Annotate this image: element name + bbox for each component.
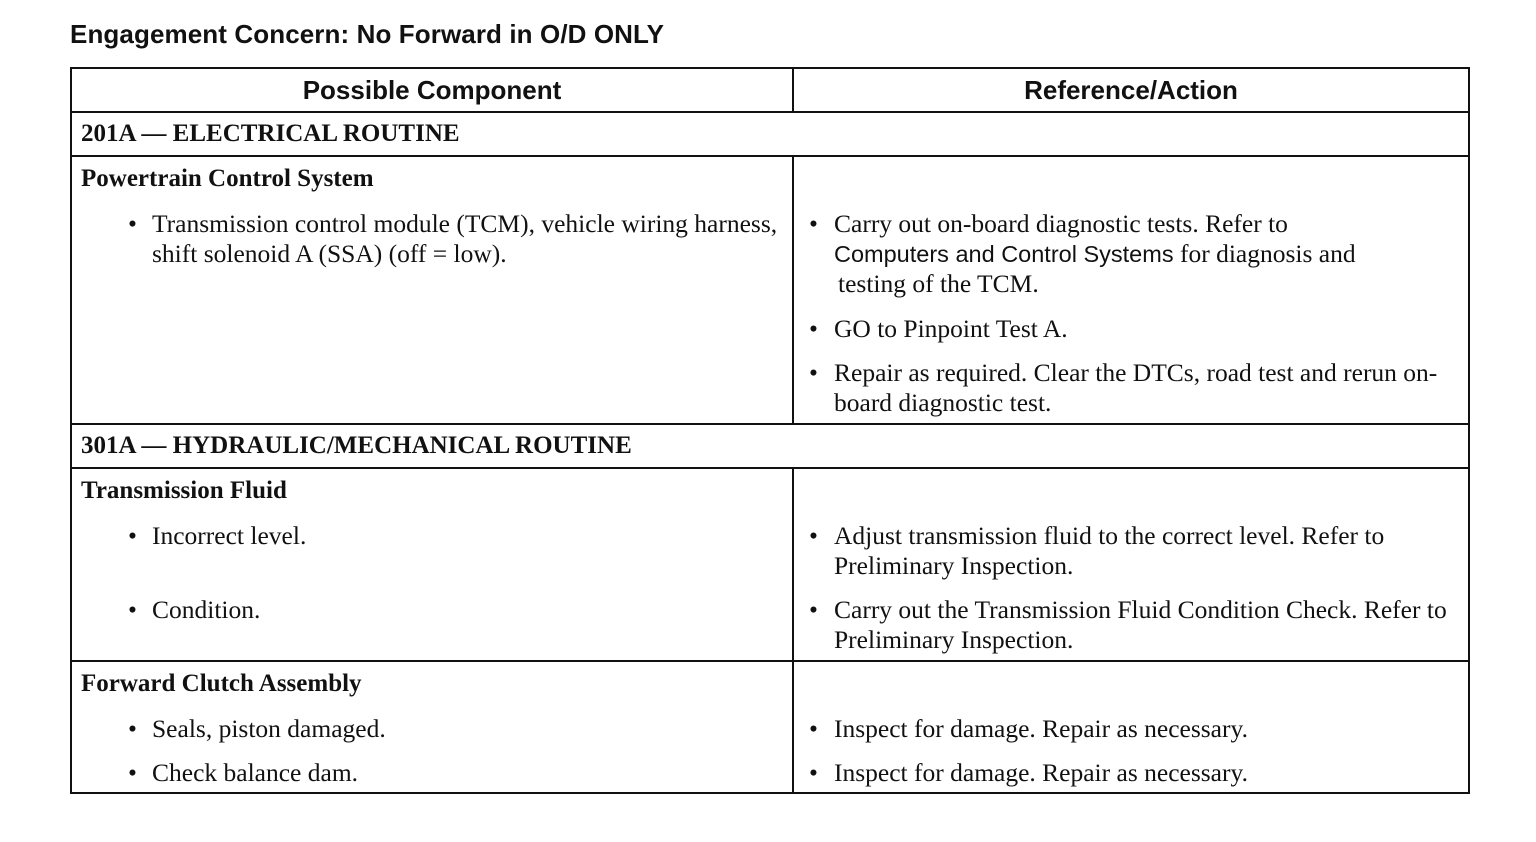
- component-item-text: Seals, piston damaged.: [152, 714, 386, 743]
- action-text: Carry out on-board diagnostic tests. Refer to: [834, 209, 1288, 238]
- component-list: [72, 714, 792, 788]
- component-title: Forward Clutch Assembly: [81, 670, 362, 697]
- component-title: Transmission Fluid: [81, 477, 287, 504]
- action-text: Carry out the Transmission Fluid Condition Check. Refer to Preliminary Inspection.: [834, 595, 1447, 654]
- component-title: Powertrain Control System: [81, 165, 374, 192]
- action-cell: [793, 661, 1469, 793]
- bullet-icon: •: [809, 595, 818, 624]
- table-header-row: [71, 68, 1469, 112]
- bullet-icon: •: [128, 521, 137, 550]
- action-text: GO to Pinpoint Test A.: [834, 314, 1068, 343]
- bullet-icon: •: [809, 758, 818, 787]
- list-item: [794, 595, 1468, 655]
- bullet-icon: •: [128, 595, 137, 624]
- list-item: [794, 758, 1468, 788]
- list-item: [794, 314, 1468, 344]
- action-cell: [793, 156, 1469, 424]
- bullet-icon: •: [809, 314, 818, 343]
- component-list: [72, 209, 792, 269]
- table-row: [71, 156, 1469, 424]
- header-possible-component: Possible Component: [71, 68, 793, 112]
- table-row: [71, 468, 1469, 661]
- list-item: [72, 521, 792, 551]
- bullet-icon: •: [128, 714, 137, 743]
- bullet-icon: •: [128, 758, 137, 787]
- list-item: [72, 714, 792, 744]
- section-hydraulic-mechanical-routine: 301A — HYDRAULIC/MECHANICAL ROUTINE: [71, 424, 1469, 468]
- component-item-text: Check balance dam.: [152, 758, 359, 787]
- action-list: [794, 209, 1468, 418]
- component-item-text: Condition.: [152, 595, 261, 624]
- action-text: Adjust transmission fluid to the correct level. Refer to Preliminary Inspection.: [834, 521, 1385, 580]
- table-row: [71, 661, 1469, 793]
- action-list: [794, 521, 1468, 655]
- action-text: Inspect for damage. Repair as necessary.: [834, 758, 1248, 787]
- action-list: [794, 714, 1468, 788]
- list-item: [794, 714, 1468, 744]
- bullet-icon: •: [809, 521, 818, 550]
- list-item: [794, 358, 1468, 418]
- action-text: for diagnosis and: [1179, 239, 1356, 268]
- list-item: [72, 209, 792, 269]
- bullet-icon: •: [809, 209, 818, 238]
- section-electrical-routine: 201A — ELECTRICAL ROUTINE: [71, 112, 1469, 156]
- reference-link-computers-control-systems[interactable]: Computers and Control Systems: [834, 241, 1174, 267]
- bullet-icon: •: [809, 714, 818, 743]
- component-item-text: Incorrect level.: [152, 521, 307, 550]
- component-list: [72, 521, 792, 625]
- document-title: Engagement Concern: No Forward in O/D ONLY: [70, 19, 665, 49]
- bullet-icon: •: [128, 209, 137, 238]
- diagnostic-table: [70, 67, 1470, 794]
- component-item-text: Transmission control module (TCM), vehicle wiring harness, shift solenoid A (SSA) (off = low).: [152, 209, 778, 268]
- bullet-icon: •: [809, 358, 818, 387]
- list-item: [794, 209, 1468, 299]
- list-item: [72, 758, 792, 788]
- action-text: Inspect for damage. Repair as necessary.: [834, 714, 1248, 743]
- section-row: [71, 424, 1469, 468]
- list-item: [794, 521, 1468, 581]
- section-row: [71, 112, 1469, 156]
- action-text: testing of the TCM.: [838, 269, 1039, 298]
- action-text: Repair as required. Clear the DTCs, road test and rerun on-board diagnostic test.: [834, 358, 1438, 417]
- component-cell: [71, 156, 793, 424]
- header-reference-action: Reference/Action: [793, 68, 1469, 112]
- component-cell: [71, 468, 793, 661]
- component-cell: [71, 661, 793, 793]
- action-cell: [793, 468, 1469, 661]
- list-item: [72, 595, 792, 625]
